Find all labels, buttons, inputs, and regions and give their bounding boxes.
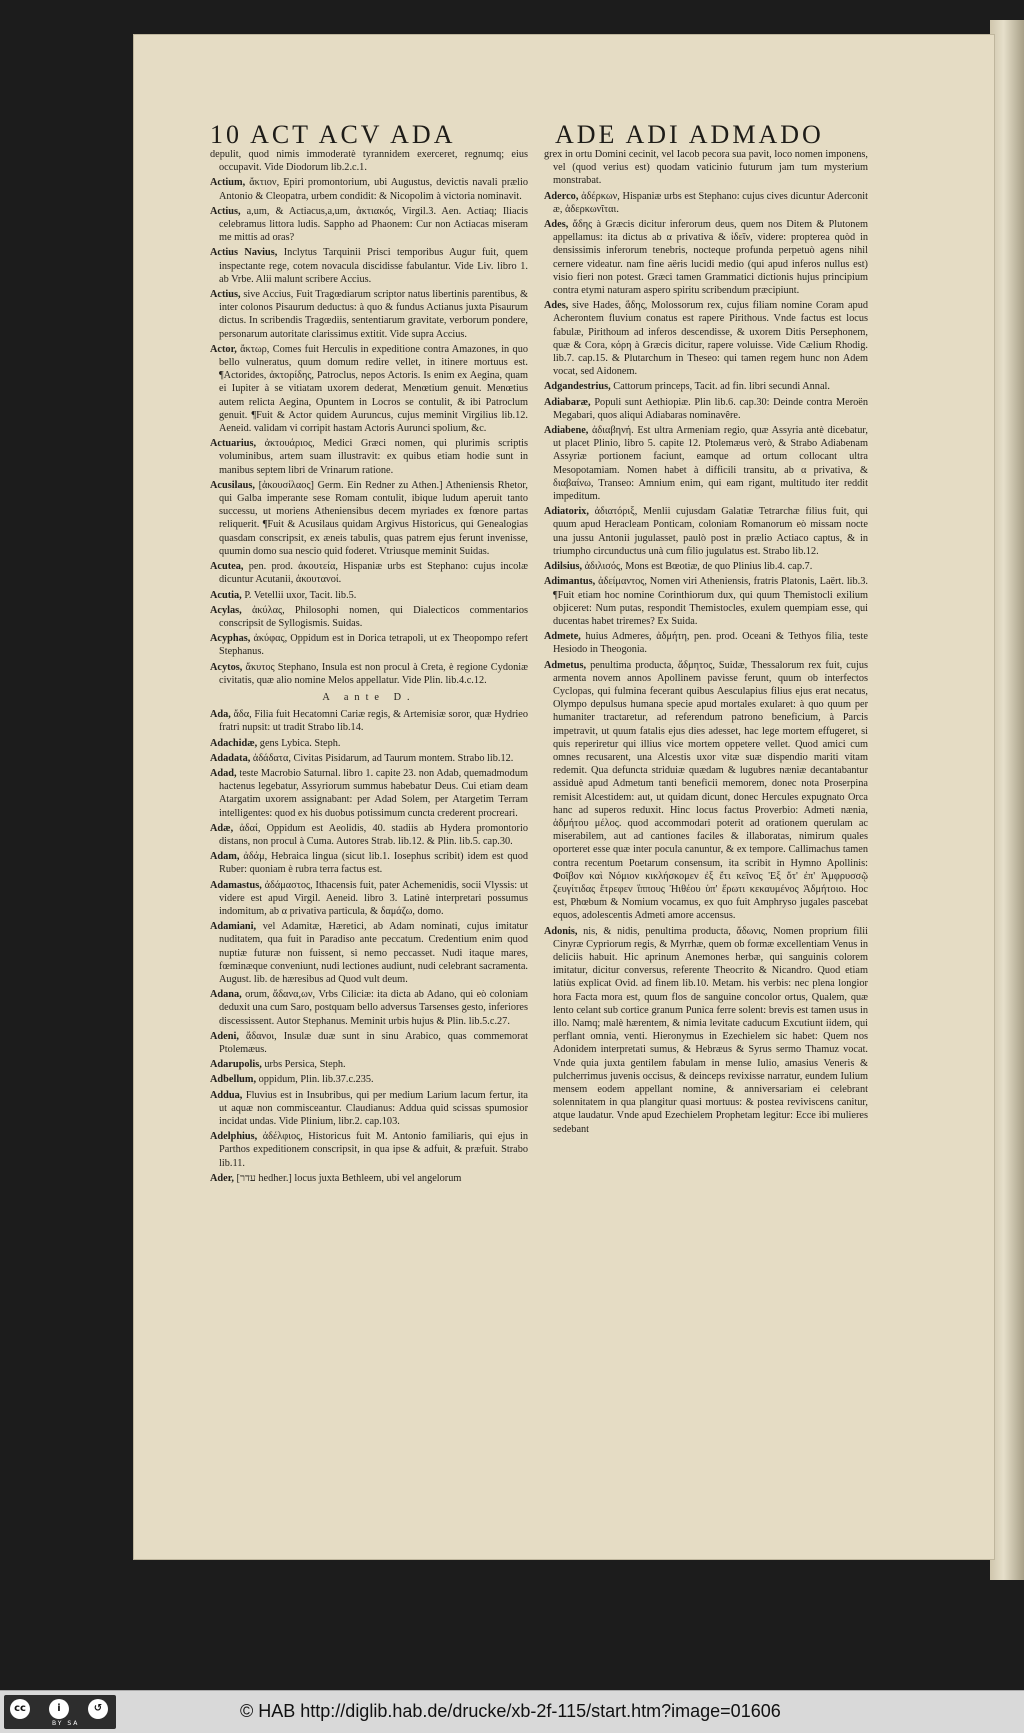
entry-headword: Acutea, bbox=[210, 561, 244, 573]
dictionary-entry bbox=[210, 1030, 528, 1056]
entry-text: A ante D. bbox=[322, 691, 416, 703]
entry-headword: Actor, bbox=[210, 343, 237, 355]
entry-text: pen. prod. ἀκουτεία, Hispaniæ urbs est Stephano: cujus incolæ dicuntur Acutanii, ἀκουτανοί. bbox=[219, 561, 528, 586]
entry-text: ἀδείμαντος, Nomen viri Atheniensis, fratris Platonis, Laërt. lib.3. ¶Fuit etiam hoc nomine Corinthiorum dux, qui quum Themistocli exilium objiceret: Num putas, respondit Themistocles, exulem quempiam esse, qui ducentas habet triremes? Ex Suida. bbox=[553, 576, 868, 627]
entry-text: ἅδης à Græcis dicitur inferorum deus, quem nos Ditem & Plutonem appellamus: ita dictus ab α privativa & ἰδεῖν, videre: propterea quòd in densissimis inferorum tenebris, nocteque profunda perpetuò agens nihil cernere videatur. nam fine aëris lucidi medio (qui apud inferos nullus est) visio fieri non potest. Græci tamen Grammatici dictionis hujus principium contra etymi naturam aspero spiritu scribendum præcipiunt. bbox=[553, 219, 868, 297]
running-head-right: ADE ADI ADMADO bbox=[555, 120, 824, 149]
entry-headword: Adelphius, bbox=[210, 1131, 258, 1143]
entry-headword: Adad, bbox=[210, 767, 237, 779]
dictionary-entry bbox=[210, 988, 528, 1028]
entry-headword: Ader, bbox=[210, 1172, 234, 1184]
entry-text: huius Admeres, ἀδμήτη, pen. prod. Oceani & Tethyos filia, teste Hesiodo in Theogonia. bbox=[553, 631, 868, 656]
entry-headword: Actium, bbox=[210, 177, 246, 189]
section-heading bbox=[210, 691, 528, 704]
entry-headword: Adadata, bbox=[210, 752, 251, 764]
entry-text: ἀδέλφιος, Historicus fuit M. Antonio familiaris, qui ejus in Parthos expeditionem conscripsit, in qua ipse & adfuit, & præfuit. Strabo lib.11. bbox=[219, 1131, 528, 1169]
text-column-left bbox=[210, 148, 528, 1358]
dictionary-entry bbox=[210, 479, 528, 558]
page-edge bbox=[990, 20, 1024, 1580]
entry-text: depulit, quod nimis immoderatè tyrannidem exerceret, regnumq; eius occupavit. Vide Diodorum lib.2.c.1. bbox=[210, 149, 528, 174]
entry-headword: Adeni, bbox=[210, 1030, 239, 1042]
dictionary-entry bbox=[210, 920, 528, 986]
dictionary-entry bbox=[210, 879, 528, 919]
entry-headword: Adimantus, bbox=[544, 576, 596, 588]
entry-text: ἀδάμ, Hebraica lingua (sicut lib.1. Iosephus scribit) idem est quod Ruber: quoniam è rubra terra factus est. bbox=[219, 851, 528, 876]
entry-text: ἀδαί, Oppidum est Aeolidis, 40. stadiis ab Hydera promontorio distans, non procul à Cuma. Autores Strab. lib.12. & Plin. lib.5. cap.30. bbox=[219, 822, 528, 847]
entry-text: ἄκτωρ, Comes fuit Herculis in expeditione contra Amazones, in quo bello vulneratus, quum domum redire vellet, in itinere mortuus est. ¶Actorides, ἀκτορίδης, Patroclus, nepos Actoris. Is enim ex Aegina, quam ei Iupiter à se vitiatam uxorem dederat, Menœtium genuit. Menœtius autem relicta Aegina, Opuntem in Locros se contulit, & ibi Patroclum genuit. ¶Fuit & Actor quidem Auruncus, cujus meminit Virgilius lib.12. Aeneid. validam vi corripit hastam Actoris Aurunci spolium, &c. bbox=[219, 343, 528, 435]
entry-text: ἀδάμαστος, Ithacensis fuit, pater Achemenidis, socii Vlyssis: ut videre est apud Virgil. Aeneid. libro 3. Latinè interpretari possumus indomitum, ab α privativa particula, & δαμάζω, domo. bbox=[219, 879, 528, 917]
dictionary-entry bbox=[210, 288, 528, 341]
dictionary-entry bbox=[544, 560, 868, 573]
entry-headword: Acytos, bbox=[210, 661, 243, 673]
entry-text: ἄκτιον, Epiri promontorium, ubi Augustus, devictis navali prælio Antonio & Cleopatra, urbem condidit: & Nicopolim à victoria nominavit. bbox=[219, 177, 528, 202]
running-head-left: 10 ACT ACV ADA bbox=[210, 120, 456, 149]
dictionary-entry bbox=[210, 737, 528, 750]
entry-text: penultima producta, ἄδμητος, Suidæ, Thessalorum rex fuit, cujus armenta novem annos Apollinem pavisse ferunt, quum ob interfectos Cyclopas, qui fulmina fecerant quibus Aesculapius filius ejus erat necatus, Olympo depulsus humana specie apud mortales exularet: à quo quum per humaniter tractaretur, ad referendum patrono beneficium, à Parcis impetravit, ut quum fatalis ejus dies adesset, hac lege mortem effugeret, si quis reperiretur qui illius vice mortem oppetere vellet. Quod amici cum omnes recusarent, una Alcestis uxor vitæ suæ dispendio mariti vitam redemit. Qua defuncta striduiæ quædam & lugubres næniæ decantabantur assiduè apud Admetum tanti beneficii memorem, donec nota Proserpina remisit Alcestidem: aut, ut quidam dicunt, donec Hercules expugnato Orca hanc ad superos reduxit. Hinc locus factus Proverbio: Admeti nænia, ἀδμήτου μέλος. quod accommodari poterit ad orationem querulam ac miserabilem, aut ad cantiones faciles & illaboratas, nimirum quales oporteret esse quæ inter pocula canuntur, & ex tempore. Callimachus tamen contra recentum Poetarum consensum, ita scribit in Hymno Apollinis: Φοῖβον καὶ Νόμιον κικλήσκομεν ἐξ ἔτι κεῖνος Ἐξ ὅτ' ἐπ' Ἀμφρυσσῷ ζευγίτιδας ἔτρεφεν ἵππους Ἠιθέου ὑπ' ἔρωτι κεκαυμένος Ἀδμήτοιο. Hoc est, Phœbum & Nomium vocamus, ex quo fuit Amphryso jugales pascebat equos, adolescentis Admeti amore accensus. bbox=[553, 659, 868, 922]
dictionary-entry bbox=[210, 1058, 528, 1071]
entry-text: vel Adamitæ, Hæretici, ab Adam nominati, cujus imitatur nuditatem, qua fuit in Paradiso ante peccatum. Credentium enim quod nuptiæ futuræ non fuissent, si nemo peccasset. Nudi itaque mares, fœminæque conveniunt, nudi lectiones audiunt, nudi celebrant sacramenta. August. lib. de hæresibus ad Quod vult deum. bbox=[219, 921, 528, 985]
dictionary-entry bbox=[210, 589, 528, 602]
entry-headword: Adam, bbox=[210, 851, 240, 863]
dictionary-entry bbox=[210, 850, 528, 876]
entry-headword: Ada, bbox=[210, 709, 231, 721]
footer-bar bbox=[0, 1690, 1024, 1733]
entry-text: ἄκυτος Stephano, Insula est non procul à Creta, è regione Cydoniæ civitatis, quæ alio nomine Melos appellatur. Vide Plin. lib.4.c.12. bbox=[219, 661, 528, 686]
dictionary-entry bbox=[210, 1172, 528, 1185]
entry-headword: Acusilaus, bbox=[210, 479, 255, 491]
dictionary-entry bbox=[544, 396, 868, 422]
entry-text: [ἀκουσίλαος] Germ. Ein Redner zu Athen.] Atheniensis Rhetor, qui Galba imperante sese Romam contulit, ibique ludum aperuit tanto successu, ut moriens Atheniensibus decem myriades ex fœnore partas reliquerit. ¶Fuit & Acusilaus quidam Argivus Historicus, qui Genealogias quasdam conscripsit, ex æneis tabulis, quas patrem ejus ferunt invenisse, quumin domo sua nescio quid foderet. Vtriusque meminit Suidas. bbox=[219, 479, 528, 557]
dictionary-entry bbox=[210, 708, 528, 734]
entry-text: ἀδάδατα, Civitas Pisidarum, ad Taurum montem. Strabo lib.12. bbox=[252, 752, 514, 764]
dictionary-entry bbox=[210, 661, 528, 687]
dictionary-entry bbox=[210, 148, 528, 174]
dictionary-entry bbox=[210, 343, 528, 435]
entry-text: sive Accius, Fuit Tragœdiarum scriptor natus libertinis parentibus, & inter colonos Pisaurum deductus: à quo & fundus Actianus juxta Pisaurum dictus. In scribendis Tragœdiis, sententiarum gravitate, verborum pondere, personarum autoritate clarissimus extitit. Vide supra Accius. bbox=[219, 289, 528, 340]
dictionary-entry bbox=[210, 205, 528, 245]
entry-text: ἄδα, Filia fuit Hecatomni Cariæ regis, & Artemisiæ soror, quæ Hydrieo fratri nupsit: ut tradit Strabo lib.14. bbox=[219, 709, 528, 734]
dictionary-entry bbox=[210, 1073, 528, 1086]
dictionary-entry bbox=[544, 659, 868, 923]
entry-headword: Adiabaræ, bbox=[544, 396, 591, 408]
entry-text: a,um, & Actiacus,a,um, ἀκτιακός, Virgil.3. Aen. Actiaq; Iliacis celebramus littora ludis. Sappho ad Phaonem: Cur non Actiacas miseram me mittis ad oras? bbox=[219, 205, 528, 244]
entry-text: ἀκτουάριος, Medici Græci nomen, qui plurimis scriptis voluminibus, artem suam illustravit: ex quibus etiam hodie sunt in manibus septem libri de Vrinarum ratione. bbox=[219, 438, 528, 476]
entry-headword: Adamiani, bbox=[210, 921, 257, 933]
dictionary-entry bbox=[210, 1089, 528, 1129]
entry-text: grex in ortu Domini cecinit, vel Iacob pecora sua pavit, loco nomen imponens, vel (quod verius est) quodam vaticinio futurum jam tum mysterium monstrabat. bbox=[544, 149, 868, 187]
entry-headword: Adiatorix, bbox=[544, 506, 589, 518]
entry-headword: Acyphas, bbox=[210, 633, 251, 645]
entry-headword: Adilsius, bbox=[544, 561, 583, 573]
entry-text: P. Vetellii uxor, Tacit. lib.5. bbox=[244, 589, 357, 601]
cc-license-badge[interactable] bbox=[4, 1695, 116, 1729]
entry-headword: Actuarius, bbox=[210, 438, 257, 450]
entry-headword: Admetus, bbox=[544, 659, 587, 671]
entry-headword: Adiabene, bbox=[544, 425, 589, 437]
entry-text: ἀδιαβηνή. Est ultra Armeniam regio, quæ Assyria antè dicebatur, ut placet Plinio, libro 5. capite 12. Ptolemæus verò, & Strabo Adiabenam Assyriæ portionem faciunt, eamque ad ortum collocant ultra Mesopotamiam. Nomen habet à difficili transitu, ab α privativa, & διαβαίνω, Transeo: Amnium enim, qui eam rigant, multitudo iter reddit impeditum. bbox=[553, 425, 868, 503]
dictionary-entry bbox=[210, 437, 528, 477]
entry-text: oppidum, Plin. lib.37.c.235. bbox=[258, 1074, 374, 1086]
entry-headword: Actius, bbox=[210, 205, 241, 217]
dictionary-entry bbox=[544, 505, 868, 558]
entry-headword: Actius Navius, bbox=[210, 247, 278, 259]
entry-headword: Adgandestrius, bbox=[544, 381, 611, 393]
dictionary-entry bbox=[210, 246, 528, 286]
entry-text: Populi sunt Aethiopiæ. Plin lib.6. cap.30: Deinde contra Meroën Megabari, quos aliqui Adiabaras nominavêre. bbox=[553, 396, 868, 421]
dictionary-entry bbox=[210, 604, 528, 630]
dictionary-entry bbox=[544, 380, 868, 393]
entry-headword: Adæ, bbox=[210, 822, 234, 834]
entry-text: urbs Persica, Steph. bbox=[264, 1059, 346, 1071]
dictionary-entry bbox=[210, 632, 528, 658]
entry-text: ἀκύφας, Oppidum est in Dorica tetrapoli, ut ex Theopompo refert Stephanus. bbox=[219, 633, 528, 658]
entry-headword: Adachidæ, bbox=[210, 737, 258, 749]
entry-headword: Adana, bbox=[210, 989, 242, 1001]
license-sub-label: BY SA bbox=[52, 1720, 80, 1727]
text-column-right bbox=[544, 148, 868, 1358]
entry-headword: Admete, bbox=[544, 631, 581, 643]
entry-text: nis, & nidis, penultima producta, ἄδωνις, Nomen proprium filii Cinyræ Cypriorum regis, & Myrrhæ, quem ob formæ excellentiam Venus in deliciis habuit. Hic aprinum Anemones herbæ, qui sanguinis colorem imitatur, dicitur conversus, referente Theocrito & Nicandro. Quod etiam latiùs explicat Ovid. ad finem lib.10. Metam. his verbis: nec plena longior hora Facta mora est, quum flos de sanguine concolor ortus, Qualem, quæ lento celant sub cortice granum Punica ferre solent: brevis est tamen usus in illo. Namq; malè hærentem, & nimia levitate caducum Excutiunt iidem, qui perflant omnia, venti. Hieronymus in Ezechielem sic habet: Quem nos Adonidem interpretati sumus, & Hebræus & Syrus sermo Thamuz vocat. Vnde quia juxta gentilem fabulam in mense Iulio, amasius Veneris & pulcherrimus juvenis occisus, & deinceps revixisse narratur, eundem Iulium mensem eodem appellant nomine, & anniversariam ei celebrant solennitatem in qua plangitur quasi mortuus: & postea reviviscens canitur, atque laudatur. Vnde apud Ezechielem Prophetam legitur: Ecce ibi mulieres sedebant bbox=[553, 925, 868, 1135]
attribution-icon: i bbox=[49, 1699, 69, 1719]
entry-headword: Ades, bbox=[544, 300, 569, 312]
dictionary-entry bbox=[210, 752, 528, 765]
entry-headword: Adamastus, bbox=[210, 879, 262, 891]
share-alike-icon: ↺ bbox=[88, 1699, 108, 1719]
entry-text: ἀδιατόριξ, Menlii cujusdam Galatiæ Tetrarchæ filius fuit, qui quum apud Heracleam Ponticam, coloniam Romanorum eò missam nocte una jussu Antonii jugulasset, paulò post in prælio Actiaco captus, & in triumpho circunductus unà cum filio jugulatus est. Strabo lib.12. bbox=[553, 506, 868, 557]
entry-headword: Acutia, bbox=[210, 589, 242, 601]
entry-text: Fluvius est in Insubribus, qui per medium Larium lacum fertur, ita ut aquæ non commisceantur. Claudianus: Addua quid scissas spumosior incidat undas. Vide Plinium, libr.2. cap.103. bbox=[219, 1089, 528, 1128]
source-url-text[interactable]: © HAB http://diglib.hab.de/drucke/xb-2f-115/start.htm?image=01606 bbox=[240, 1701, 781, 1721]
dictionary-entry bbox=[544, 218, 868, 297]
entry-text: [עדר hedher.] locus juxta Bethleem, ubi vel angelorum bbox=[236, 1172, 462, 1184]
dictionary-entry bbox=[544, 190, 868, 216]
entry-headword: Aderco, bbox=[544, 190, 579, 202]
dictionary-entry bbox=[544, 424, 868, 503]
cc-icon: cc bbox=[10, 1699, 30, 1719]
entry-text: Cattorum princeps, Tacit. ad fin. libri secundi Annal. bbox=[613, 381, 830, 393]
entry-headword: Actius, bbox=[210, 289, 241, 301]
entry-headword: Adbellum, bbox=[210, 1074, 257, 1086]
dictionary-entry bbox=[544, 575, 868, 628]
entry-text: gens Lybica. Steph. bbox=[259, 737, 341, 749]
entry-text: Inclytus Tarquinii Prisci temporibus Augur fuit, quem inspectante rege, cotem novacula discidisse fabulantur. Vide Liv. libro 1. ab Vrbe. Alii malunt scribere Accius. bbox=[219, 247, 528, 285]
dictionary-entry bbox=[210, 822, 528, 848]
entry-text: ἄδανοι, Insulæ duæ sunt in sinu Arabico, quas commemorat Ptolemæus. bbox=[219, 1030, 528, 1055]
dictionary-entry bbox=[210, 176, 528, 202]
dictionary-entry bbox=[210, 1130, 528, 1170]
dictionary-entry bbox=[210, 560, 528, 586]
dictionary-entry bbox=[544, 630, 868, 656]
entry-headword: Adonis, bbox=[544, 925, 578, 937]
dictionary-entry bbox=[544, 299, 868, 378]
entry-text: ἀκύλας, Philosophi nomen, qui Dialecticos commentarios conscripsit de Syllogismis. Suidas. bbox=[219, 604, 528, 629]
dictionary-entry bbox=[544, 148, 868, 188]
entry-headword: Adarupolis, bbox=[210, 1059, 262, 1071]
entry-text: sive Hades, ἅδης, Molossorum rex, cujus filiam nomine Coram apud Acherontem fluvium conatus est rapere Pirithous. Vnde factus est locus fabulæ, Pirithoum ad inferos descendisse, & uxorem Ditis Persephonem, quæ & Cora, κόρη à Græcis dicitur, rapere voluisse. Vide Cælium Rhodig. lib.7. cap.15. & Plutarchum in Theseo: qui tamen regem hunc non Adem vocat, sed Aidonem. bbox=[553, 300, 868, 378]
entry-text: teste Macrobio Saturnal. libro 1. capite 23. non Adab, quemadmodum hactenus legebatur, Assyriorum summus habebatur Deus. Cui etiam deam Atargatim uxorem assignabant: per Adad Solem, per Atargetim Terram intelligentes: quod ex his duobus potissimum cuncta crederent procreari. bbox=[219, 767, 528, 819]
dictionary-entry bbox=[544, 925, 868, 1136]
entry-text: ἀδιλισός, Mons est Bœotiæ, de quo Plinius lib.4. cap.7. bbox=[584, 561, 813, 573]
entry-text: orum, ἄδανα,ων, Vrbs Ciliciæ: ita dicta ab Adano, qui eò coloniam deduxit una cum Saro, postquam bello adversus Tarsenses gesto, inferiores discessissent. Autor Stephanus. Meminit urbis hujus & Plin. lib.5.c.27. bbox=[219, 989, 528, 1027]
entry-headword: Acylas, bbox=[210, 604, 242, 616]
entry-headword: Addua, bbox=[210, 1089, 243, 1101]
dictionary-entry bbox=[210, 767, 528, 820]
entry-text: ἀδέρκων, Hispaniæ urbs est Stephano: cujus cives dicuntur Aderconit æ, ἀδερκωνῖται. bbox=[553, 190, 868, 215]
entry-headword: Ades, bbox=[544, 219, 569, 231]
